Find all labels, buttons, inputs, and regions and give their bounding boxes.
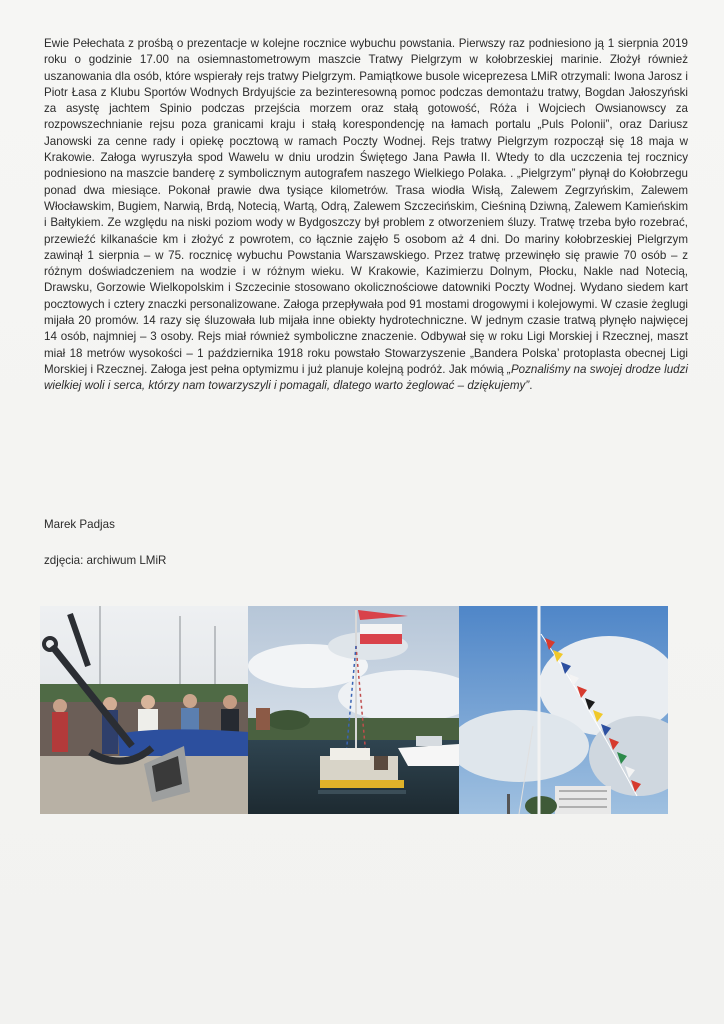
article-text	[44, 36, 688, 395]
photo-credits: zdjęcia: archiwum LMiR	[44, 554, 167, 567]
photo-strip	[40, 606, 668, 814]
article-end: .	[529, 379, 533, 393]
raft-marina-image	[248, 606, 459, 814]
article-quote: „Poznaliśmy na swojej drodze ludzi wielkiej woli i serca, którzy nam towarzyszyli i pomagali, dlatego warto żeglować – dziękujemy”	[44, 362, 688, 393]
article-body: Ewie Pełechata z prośbą o prezentacje w kolejne rocznice wybuchu powstania. Pierwszy raz podniesiono ją 1 sierpnia 2019 roku o godzinie 17.00 na osiemnastometrowym maszcie Tratwy Pielgrzym w kołobrzeskiej marinie. Złożył również uszanowania dla osób, które wspierały rejs tratwy Pielgrzym. Pamiątkowe busole wiceprezesa LMiR otrzymali: Iwona Jarosz i Piotr Łasa z Klubu Sportów Wodnych Brdyujście za bezinteresowną pomoc podczas demontażu tratwy, Bogdan Jałoszyński za asystę jachtem Spinio podczas przejścia morzem oraz stałą gotowość, Róża i Wojciech Owsianowscy za rozpowszechnianie rejsu poza granicami kraju i stałą korespondencję na łamach portalu „Puls Polonii”, oraz Dariusz Janowski za cenne rady i opiekę pocztową w ramach Poczty Wodnej. Rejs tratwy Pielgrzym rozpoczął się 18 maja w Krakowie. Załoga wyruszyła spod Wawelu w dniu urodzin Świętego Jana Pawła II. Wtedy to dla uczczenia tej rocznicy podniesiono na maszcie banderę z symbolicznym autografem naszego Wielkiego Polaka. . „Pielgrzym” płynął do Kołobrzegu ponad dwa miesiące. Pokonał prawie dwa tysiące kilometrów. Trasa wiodła Wisłą, Zalewem Zegrzyńskim, Zalewem Włocławskim, Bugiem, Narwią, Brdą, Notecią, Wartą, Odrą, Zalewem Szczecińskim, Cieśniną Dziwną, Zalewem Kamieńskim i Bałtykiem. Ze względu na niski poziom wody w Bydgoszczy był problem z otworzeniem śluzy. Tratwę trzeba było rozebrać, przewieźć kilkanaście km i złożyć z powrotem, co łącznie zajęło 5 osobom aż 4 dni. Do mariny kołobrzeskiej Pielgrzym zawinął 1 sierpnia – w 75. rocznicę wybuchu Powstania Warszawskiego. Przez tratwę przewinęło się prawie 70 osób – z różnym doświadczeniem na wodzie i w różnym wieku. W Krakowie, Kazimierzu Dolnym, Płocku, Nakle nad Notecią, Drawsku, Gorzowie Wielkopolskim i Szczecinie stosowano okolicznościowe datowniki Poczty Wodnej. Wydano siedem kart pocztowych i cztery znaczki personalizowane. Załoga przepływała pod 91 mostami drogowymi i kolejowymi. W czasie żeglugi mijała 20 promów. 14 razy się śluzowała lub mijała inne obiekty hydrotechniczne. W jednym czasie tratwą płynęło najwięcej 14 osób, najmniej – 3 osoby. Rejs miał również symboliczne znaczenie. Odbywał się w roku Ligi Morskiej i Rzecznej, maszt miał 18 metrów wysokości – 1 października 1918 roku powstało Stowarzyszenie „Bandera Polska’ protoplasta obecnej Ligi Morskiej i Rzecznej. Załoga jest pełna optymizmu i już planuje kolejną podróż. Jak mówią	[44, 37, 688, 376]
anchor-ceremony-image	[40, 606, 248, 814]
author-signature: Marek Padjas	[44, 518, 115, 531]
photo-mast-flags	[459, 606, 668, 814]
photo-anchor-ceremony	[40, 606, 248, 814]
mast-flags-image	[459, 606, 668, 814]
photo-raft-marina	[248, 606, 459, 814]
